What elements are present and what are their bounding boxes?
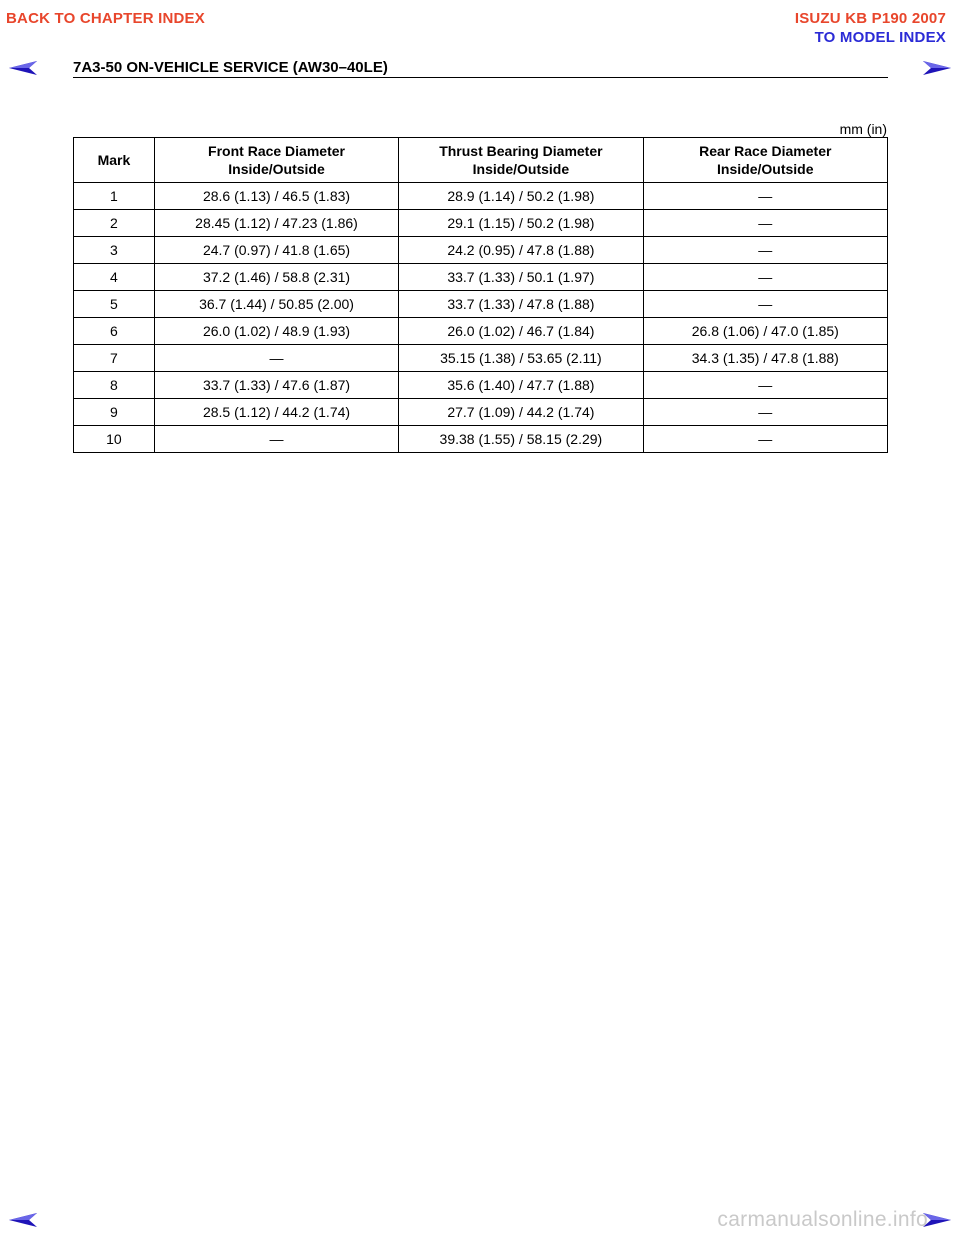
cell-rear-race: — [643,291,887,318]
cell-mark: 4 [74,264,155,291]
cell-rear-race: — [643,372,887,399]
cell-front-race: 24.7 (0.97) / 41.8 (1.65) [154,237,398,264]
cell-thrust-bearing: 33.7 (1.33) / 50.1 (1.97) [399,264,643,291]
cell-thrust-bearing: 35.15 (1.38) / 53.65 (2.11) [399,345,643,372]
left-arrow-icon [8,1212,38,1228]
cell-front-race: 28.6 (1.13) / 46.5 (1.83) [154,183,398,210]
table-row [74,345,888,372]
cell-thrust-bearing: 39.38 (1.55) / 58.15 (2.29) [399,426,643,453]
table-row [74,291,888,318]
table-header-row [74,138,888,183]
title-rule [73,77,888,78]
cell-mark: 10 [74,426,155,453]
cell-thrust-bearing: 35.6 (1.40) / 47.7 (1.88) [399,372,643,399]
column-header-thrust-bearing: Thrust Bearing Diameter Inside/Outside [399,138,643,183]
to-model-index-link[interactable]: TO MODEL INDEX [814,29,946,46]
cell-front-race: — [154,426,398,453]
prev-page-button-bottom[interactable] [8,1212,38,1228]
cell-mark: 8 [74,372,155,399]
cell-front-race: 36.7 (1.44) / 50.85 (2.00) [154,291,398,318]
table-row [74,210,888,237]
model-name: ISUZU KB P190 2007 [794,10,946,27]
cell-front-race: 26.0 (1.02) / 48.9 (1.93) [154,318,398,345]
cell-front-race: 33.7 (1.33) / 47.6 (1.87) [154,372,398,399]
cell-mark: 5 [74,291,155,318]
cell-front-race: — [154,345,398,372]
cell-thrust-bearing: 24.2 (0.95) / 47.8 (1.88) [399,237,643,264]
left-arrow-icon [8,60,38,76]
back-to-chapter-index-link[interactable]: BACK TO CHAPTER INDEX [6,10,205,27]
cell-rear-race: — [643,426,887,453]
cell-thrust-bearing: 28.9 (1.14) / 50.2 (1.98) [399,183,643,210]
cell-rear-race: — [643,237,887,264]
table-row [74,264,888,291]
column-header-front-race: Front Race Diameter Inside/Outside [154,138,398,183]
cell-mark: 2 [74,210,155,237]
cell-rear-race: — [643,183,887,210]
right-arrow-icon [922,60,952,76]
cell-rear-race: 34.3 (1.35) / 47.8 (1.88) [643,345,887,372]
cell-rear-race: — [643,210,887,237]
page-title: 7A3-50 ON-VEHICLE SERVICE (AW30–40LE) [73,59,388,76]
cell-rear-race: — [643,264,887,291]
table-row [74,183,888,210]
cell-thrust-bearing: 29.1 (1.15) / 50.2 (1.98) [399,210,643,237]
column-header-rear-race: Rear Race Diameter Inside/Outside [643,138,887,183]
cell-rear-race: 26.8 (1.06) / 47.0 (1.85) [643,318,887,345]
cell-thrust-bearing: 26.0 (1.02) / 46.7 (1.84) [399,318,643,345]
cell-mark: 9 [74,399,155,426]
race-diameter-table [73,137,888,453]
cell-front-race: 28.5 (1.12) / 44.2 (1.74) [154,399,398,426]
cell-mark: 1 [74,183,155,210]
cell-thrust-bearing: 27.7 (1.09) / 44.2 (1.74) [399,399,643,426]
watermark: carmanualsonline.info [717,1208,928,1231]
prev-page-button[interactable] [8,60,38,76]
unit-note: mm (in) [839,121,887,137]
cell-mark: 3 [74,237,155,264]
next-page-button[interactable] [922,60,952,76]
column-header-mark: Mark [74,138,155,183]
cell-mark: 7 [74,345,155,372]
table-row [74,237,888,264]
cell-mark: 6 [74,318,155,345]
table-row [74,372,888,399]
cell-front-race: 37.2 (1.46) / 58.8 (2.31) [154,264,398,291]
table-row [74,399,888,426]
cell-rear-race: — [643,399,887,426]
cell-front-race: 28.45 (1.12) / 47.23 (1.86) [154,210,398,237]
table-row [74,318,888,345]
table-row [74,426,888,453]
cell-thrust-bearing: 33.7 (1.33) / 47.8 (1.88) [399,291,643,318]
